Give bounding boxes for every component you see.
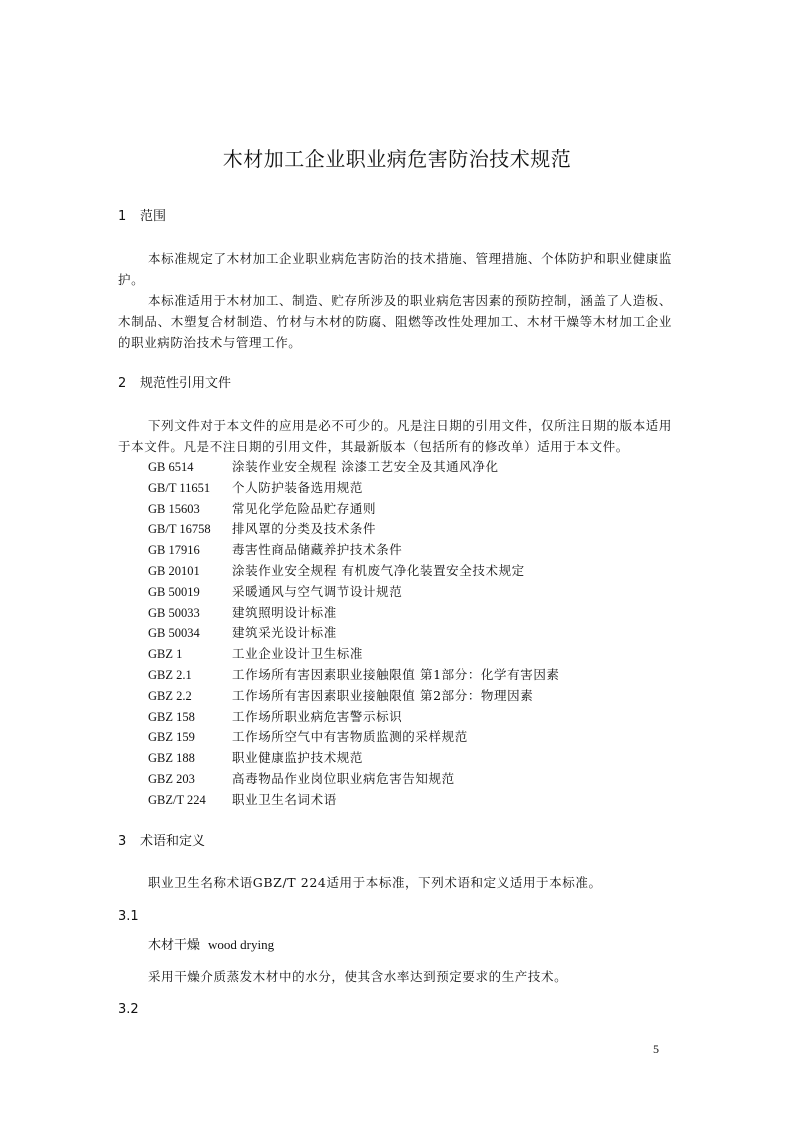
reference-title: 常见化学危险品贮存通则 (232, 500, 377, 516)
reference-item (148, 561, 688, 582)
section-2-number: 2 (118, 376, 127, 391)
reference-code: GBZ 158 (148, 709, 195, 724)
reference-item (148, 748, 688, 769)
reference-code: GBZ/T 224 (148, 792, 206, 807)
reference-item (148, 707, 688, 728)
subsection-3-1-number: 3.1 (118, 909, 139, 924)
reference-code: GB 20101 (148, 563, 200, 578)
reference-title: 职业健康监护技术规范 (232, 750, 364, 766)
normative-references-list (148, 457, 688, 811)
section-1-title: 范围 (140, 209, 167, 224)
section-3-heading (118, 834, 205, 850)
reference-code: GB 17916 (148, 543, 200, 558)
reference-item (148, 686, 688, 707)
reference-item (148, 603, 688, 624)
reference-item (148, 665, 688, 686)
reference-code: GB 50034 (148, 626, 200, 641)
term-definition: 采用干燥介质蒸发木材中的水分，使其含水率达到预定要求的生产技术。 (148, 969, 568, 984)
reference-item (148, 478, 688, 499)
section-1-number: 1 (118, 209, 127, 224)
section-1-para-1: 本标准规定了木材加工企业职业病危害防治的技术措施、管理措施、个体防护和职业健康监护。 (118, 251, 673, 287)
section-3-title: 术语和定义 (140, 834, 206, 849)
section-3-intro: 职业卫生名称术语GBZ/T 224适用于本标准，下列术语和定义适用于本标准。 (148, 875, 602, 890)
section-2-heading (118, 376, 231, 392)
reference-title: 毒害性商品储藏养护技术条件 (232, 542, 403, 558)
reference-item (148, 623, 688, 644)
subsection-3-2-number: 3.2 (118, 1002, 139, 1017)
reference-item (148, 519, 688, 540)
page-number: 5 (653, 1042, 659, 1056)
section-1-heading (118, 209, 166, 225)
reference-title: 高毒物品作业岗位职业病危害告知规范 (232, 770, 455, 786)
reference-code: GBZ 1 (148, 647, 183, 662)
section-1-para-2: 本标准适用于木材加工、制造、贮存所涉及的职业病危害因素的预防控制，涵盖了人造板、木制品、木塑复合材制造、竹材与木材的防腐、阻燃等改性处理加工、木材干燥等木材加工企业的职业病防治技术与管理工作。 (118, 293, 673, 350)
term-english: wood drying (208, 937, 275, 952)
reference-code: GBZ 159 (148, 730, 195, 745)
section-2-intro: 下列文件对于本文件的应用是必不可少的。凡是注日期的引用文件，仅所注日期的版本适用于本文件。凡是不注日期的引用文件，其最新版本（包括所有的修改单）适用于本文件。 (118, 418, 673, 454)
reference-item (148, 644, 688, 665)
reference-item (148, 540, 688, 561)
reference-code: GBZ 2.2 (148, 688, 192, 703)
document-title: 木材加工企业职业病危害防治技术规范 (222, 147, 572, 171)
reference-code: GB 15603 (148, 501, 200, 516)
reference-code: GB 50033 (148, 605, 200, 620)
reference-title: 工业企业设计卫生标准 (232, 646, 364, 662)
reference-code: GB/T 11651 (148, 480, 211, 495)
reference-title: 个人防护装备选用规范 (232, 479, 364, 495)
reference-title: 工作场所空气中有害物质监测的采样规范 (232, 729, 468, 745)
term-chinese: 木材干燥 (148, 938, 201, 953)
reference-title: 工作场所有害因素职业接触限值 第2部分：物理因素 (232, 687, 534, 703)
reference-code: GBZ 188 (148, 751, 195, 766)
reference-title: 建筑照明设计标准 (232, 604, 337, 620)
reference-title: 涂装作业安全规程 有机废气净化装置安全技术规定 (232, 562, 525, 578)
reference-title: 采暖通风与空气调节设计规范 (232, 583, 403, 599)
reference-title: 工作场所职业病危害警示标识 (232, 708, 403, 724)
reference-item (148, 727, 688, 748)
reference-title: 建筑采光设计标准 (232, 625, 337, 641)
section-2-title: 规范性引用文件 (140, 376, 232, 391)
reference-item (148, 790, 688, 811)
reference-title: 职业卫生名词术语 (232, 791, 337, 807)
reference-title: 涂装作业安全规程 涂漆工艺安全及其通风净化 (232, 459, 499, 474)
reference-code: GB 50019 (148, 584, 200, 599)
reference-item (148, 499, 688, 520)
reference-title: 排风罩的分类及技术条件 (232, 521, 377, 537)
reference-item (148, 769, 688, 790)
section-3-number: 3 (118, 834, 127, 849)
reference-code: GBZ 203 (148, 771, 195, 786)
reference-code: GB 6514 (148, 460, 194, 474)
term-wood-drying (148, 934, 274, 953)
reference-item (148, 457, 688, 478)
reference-code: GB/T 16758 (148, 522, 211, 537)
reference-item (148, 582, 688, 603)
reference-title: 工作场所有害因素职业接触限值 第1部分：化学有害因素 (232, 666, 560, 682)
reference-code: GBZ 2.1 (148, 667, 192, 682)
